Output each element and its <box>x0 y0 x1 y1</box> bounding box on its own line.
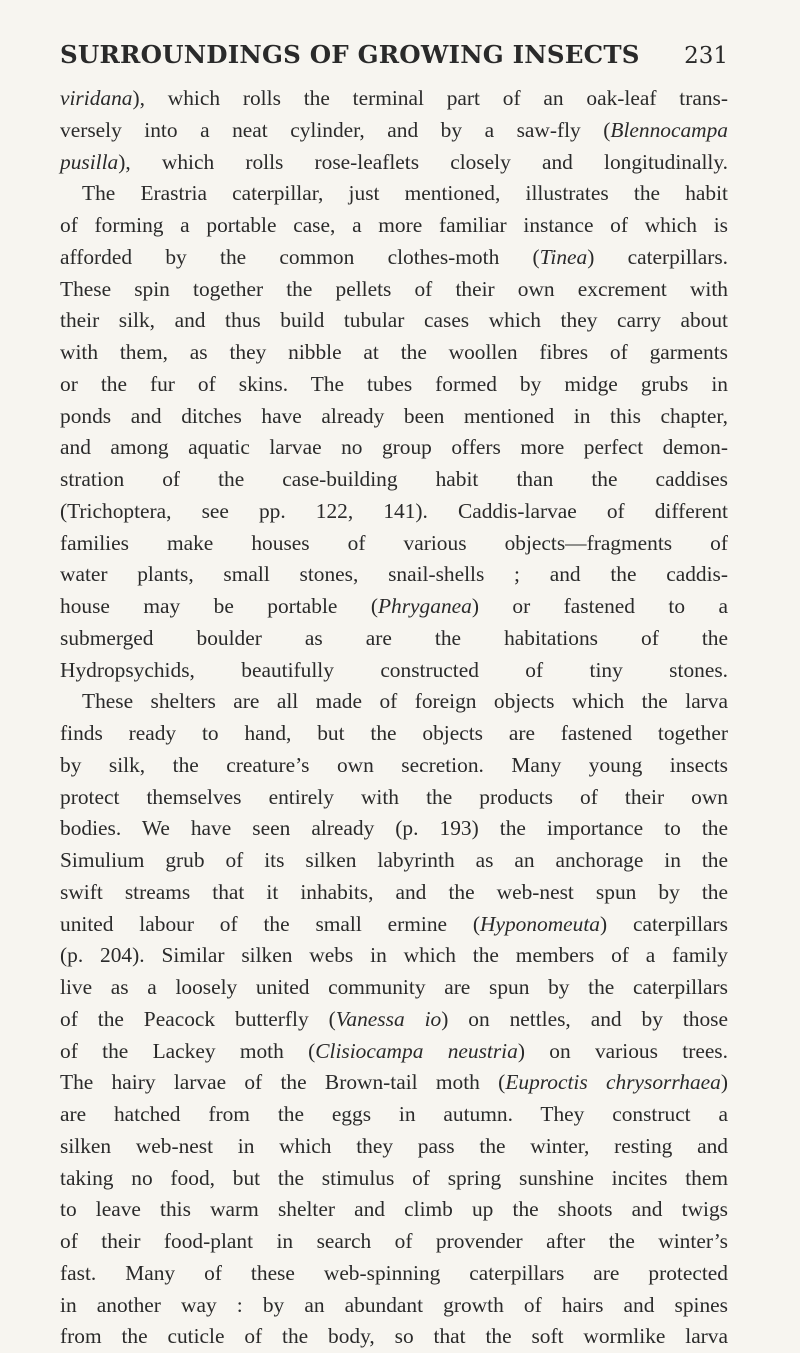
text-run: ponds and ditches have already been mentioned in this chapter, <box>60 403 728 428</box>
body-paragraph <box>60 83 728 1353</box>
page-number: 231 <box>684 43 728 69</box>
running-title: SURROUNDINGS OF GROWING INSECTS <box>60 40 640 69</box>
text-run: ) caterpillars <box>600 911 728 936</box>
text-run: The hairy larvae of the Brown-tail moth ( <box>60 1070 506 1095</box>
text-run: submerged boulder as are the habitations of the <box>60 625 728 650</box>
text-run: with them, as they nibble at the woollen fibres of garments <box>60 340 728 364</box>
text-run: fast. Many of these web-spinning caterpillars are protected <box>60 1260 728 1285</box>
text-run: their silk, and thus build tubular cases which they carry about <box>60 308 728 333</box>
text-run: taking no food, but the stimulus of spring sunshine incites them <box>60 1165 728 1190</box>
text-run: These spin together the pellets of their own excrement with <box>60 276 728 301</box>
text-line <box>60 369 728 401</box>
italic-term: Tinea <box>539 244 588 269</box>
text-line <box>60 464 728 496</box>
text-line <box>60 750 728 782</box>
text-run: protect themselves entirely with the products of their own <box>60 784 728 809</box>
text-line <box>60 1226 728 1258</box>
text-line <box>60 782 728 814</box>
text-run: ) caterpillars. <box>587 244 728 269</box>
text-line <box>60 1036 728 1068</box>
text-line <box>60 1067 728 1099</box>
text-run: ) or fastened to a <box>471 594 728 618</box>
running-head <box>60 40 728 69</box>
text-run: water plants, small stones, snail-shells ; and the caddis- <box>60 562 728 587</box>
italic-term: Blennocampa <box>610 117 728 142</box>
book-page <box>60 40 728 1353</box>
italic-term: viridana <box>60 86 133 110</box>
text-run: ) on nettles, and by those <box>441 1006 728 1031</box>
text-line <box>60 655 728 687</box>
text-line <box>60 813 728 845</box>
text-line <box>60 1290 728 1322</box>
text-run: ), which rolls rose-leaflets closely and longitudinally. <box>118 149 728 174</box>
text-line <box>60 1004 728 1036</box>
text-line <box>60 115 728 147</box>
text-run: ) on various trees. <box>517 1038 728 1063</box>
text-line <box>60 686 728 718</box>
text-run: ), which rolls the terminal part of an oak-leaf trans- <box>132 86 728 110</box>
text-line <box>60 83 728 115</box>
italic-term: Phryganea <box>377 594 472 618</box>
text-line <box>60 909 728 941</box>
text-run: families make houses of various objects—fragments of <box>60 530 728 555</box>
text-line <box>60 1258 728 1290</box>
text-run: Hydropsychids, beautifully constructed of tiny stones. <box>60 657 728 682</box>
text-run: (p. 204). Similar silken webs in which the members of a family <box>60 943 728 968</box>
text-line <box>60 1194 728 1226</box>
text-run: (Trichoptera, see pp. 122, 141). Caddis-larvae of different <box>60 498 728 523</box>
text-line <box>60 242 728 274</box>
text-line <box>60 496 728 528</box>
text-run: finds ready to hand, but the objects are fastened together <box>60 721 728 745</box>
text-run: house may be portable ( <box>60 594 378 618</box>
text-run: versely into a neat cylinder, and by a saw-fly ( <box>60 117 611 142</box>
text-line <box>60 1099 728 1131</box>
text-line <box>60 845 728 877</box>
text-line <box>60 559 728 591</box>
text-run: from the cuticle of the body, so that the soft wormlike larva <box>60 1324 728 1349</box>
text-run: of the Peacock butterfly ( <box>60 1006 336 1031</box>
text-line <box>60 718 728 750</box>
text-line <box>60 337 728 369</box>
text-run: live as a loosely united community are spun by the caterpillars <box>60 975 728 999</box>
text-line <box>60 528 728 560</box>
text-run: Simulium grub of its silken labyrinth as an anchorage in the <box>60 848 728 872</box>
text-run: afforded by the common clothes-moth ( <box>60 244 540 269</box>
text-line <box>60 305 728 337</box>
italic-term: Vanessa io <box>335 1006 442 1031</box>
text-line <box>60 877 728 909</box>
text-line <box>60 1163 728 1195</box>
italic-term: Euproctis chrysorrhaea <box>505 1070 721 1095</box>
text-line <box>60 1131 728 1163</box>
text-line <box>60 401 728 433</box>
text-line <box>60 1321 728 1353</box>
text-run: by silk, the creature’s own secretion. Many young insects <box>60 752 728 777</box>
text-run: of forming a portable case, a more familiar instance of which is <box>60 213 728 237</box>
text-run: in another way : by an abundant growth of hairs and spines <box>60 1292 728 1317</box>
text-run: of the Lackey moth ( <box>60 1038 316 1063</box>
text-run: stration of the case-building habit than the caddises <box>60 467 728 491</box>
text-run: These shelters are all made of foreign objects which the larva <box>82 689 728 714</box>
text-line <box>60 274 728 306</box>
text-line <box>60 147 728 179</box>
text-run: The Erastria caterpillar, just mentioned, illustrates the habit <box>82 181 728 206</box>
italic-term: pusilla <box>60 149 119 174</box>
text-line <box>60 623 728 655</box>
text-run: to leave this warm shelter and climb up the shoots and twigs <box>60 1197 728 1222</box>
text-line <box>60 591 728 623</box>
text-line <box>60 432 728 464</box>
text-line <box>60 940 728 972</box>
text-run: ) <box>720 1070 728 1095</box>
text-line <box>60 178 728 210</box>
text-run: or the fur of skins. The tubes formed by midge grubs in <box>60 371 728 396</box>
text-run: united labour of the small ermine ( <box>60 911 480 936</box>
italic-term: Hyponomeuta <box>480 911 600 936</box>
text-line <box>60 210 728 242</box>
text-run: swift streams that it inhabits, and the web-nest spun by the <box>60 879 728 904</box>
text-run: are hatched from the eggs in autumn. They construct a <box>60 1102 728 1126</box>
text-run: bodies. We have seen already (p. 193) the importance to the <box>60 816 728 841</box>
text-run: silken web-nest in which they pass the winter, resting and <box>60 1133 728 1158</box>
italic-term: Clisiocampa neustria <box>315 1038 518 1063</box>
text-run: and among aquatic larvae no group offers more perfect demon- <box>60 435 728 460</box>
text-run: of their food-plant in search of provender after the winter’s <box>60 1229 728 1253</box>
text-line <box>60 972 728 1004</box>
